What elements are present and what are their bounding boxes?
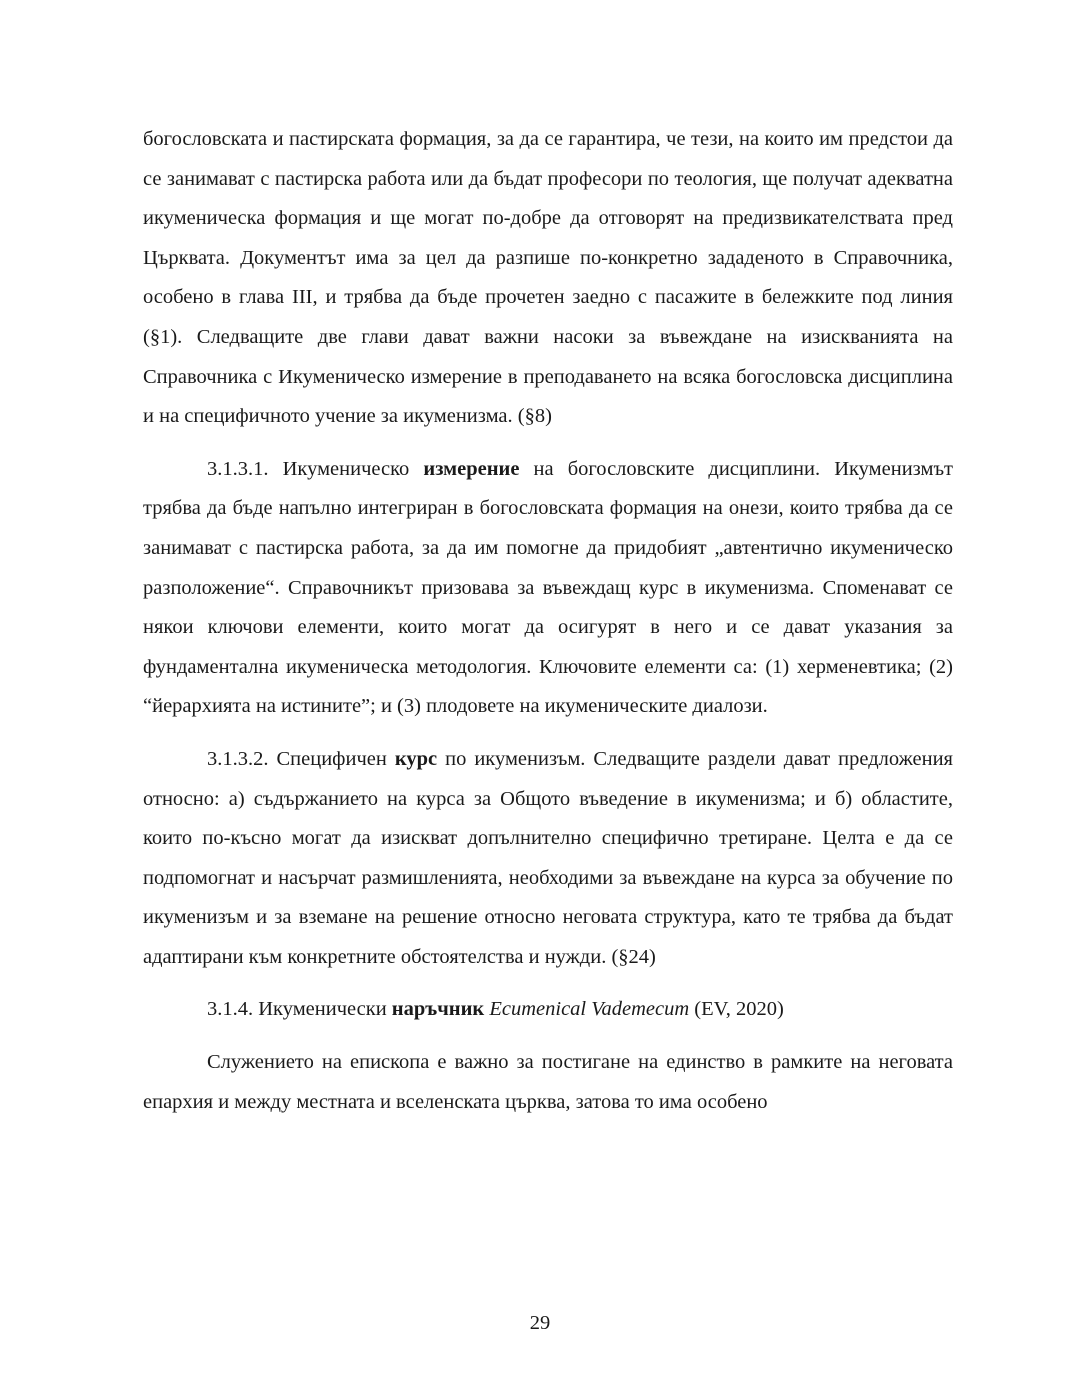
section-heading-3-1-4 bbox=[143, 990, 953, 1030]
section-number-3-1-3-1: 3.1.3.1. Икуменическо bbox=[207, 457, 424, 480]
italic-title-vademecum: Ecumenical Vademecum bbox=[489, 998, 690, 1021]
paragraph-ecumenical-dimension-text: на богословските дисциплини. Икуменизмът трябва да бъде напълно интегриран в богословската формация на онези, които трябва да се занимават с пастирска работа, за да им помогне да придобият „автентично икуменическо разположение“. Справочникът призовава за въвеждащ курс в икуменизма. Споменават се някои ключови елементи, които могат да осигурят в него и се дават указания за фундаментална икуменическа методология. Ключовите елементи са: (1) херменевтика; (2) “йерархията на истините”; и (3) плодовете на икуменическите диалози. bbox=[143, 457, 954, 718]
page-number: 29 bbox=[529, 1312, 551, 1334]
paragraph-bishop-ministry: Служението на епископа е важно за постигане на единство в рамките на неговата епархия и между местната и вселенската църква, затова то има особено bbox=[143, 1051, 953, 1113]
document-body bbox=[143, 120, 953, 1122]
bold-term-handbook: наръчник bbox=[391, 998, 485, 1021]
paragraph-formation-continued: богословската и пастирската формация, за да се гарантира, че тези, на които им предстои да се занимават с пастирска работа или да бъдат професори по теология, ще получат адекватна икуменическа формация и ще могат по-добре да отговорят на предизвикателствата пред Църквата. Документът има за цел да разпише по-конкретно зададеното в Справочника, особено в глава III, и трябва да бъде прочетен заедно с пасажите в бележките под линия (§1). Следващите две глави дават важни насоки за въвеждане на изискванията на Справочника с Икуменическо измерение в преподаването на всяка богословска дисциплина и на специфичното учение за икуменизма. (§8) bbox=[143, 128, 953, 428]
section-heading-tail: (EV, 2020) bbox=[689, 998, 784, 1021]
section-heading-lead: 3.1.4. Икуменически bbox=[207, 998, 392, 1021]
paragraph-ecumenical-dimension bbox=[143, 450, 953, 727]
paragraph-specific-course bbox=[143, 740, 953, 978]
bold-term-course: курс bbox=[394, 747, 438, 770]
paragraph-specific-course-text: по икуменизъм. Следващите раздели дават предложения относно: а) съдържанието на курса за Общото въведение в икуменизма; и б) областите, които по-късно могат да изискват допълнително специфично третиране. Целта е да се подпомогнат и насърчат размишленията, необходими за въвеждане на курса за обучение по икуменизъм и за вземане на решение относно неговата структура, като те трябва да бъдат адаптирани към конкретните обстоятелства и нужди. (§24) bbox=[143, 747, 953, 968]
bold-term-dimension: измерение bbox=[423, 457, 520, 480]
section-number-3-1-3-2: 3.1.3.2. Специфичен bbox=[207, 747, 395, 770]
